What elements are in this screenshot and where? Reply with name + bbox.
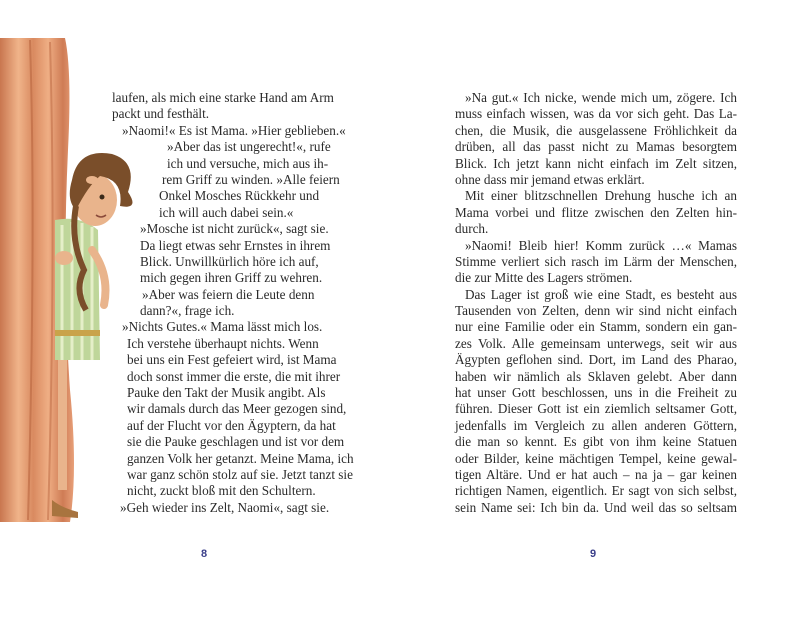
text-line: Mama vorbei und flitze zwischen den Zelten hin-: [455, 204, 737, 220]
text-line: auf der Flucht vor den Ägyptern, da hat: [127, 417, 336, 433]
text-line: »Naomi! Bleib hier! Komm zurück …« Mamas: [465, 237, 737, 253]
text-line: Das Lager ist groß wie eine Stadt, es besteht aus: [465, 286, 737, 302]
text-line: Ich verstehe überhaupt nichts. Wenn: [127, 335, 319, 351]
text-line: bei uns ein Fest gefeiert wird, ist Mama: [127, 352, 337, 368]
text-line: »Mosche ist nicht zurück«, sagt sie.: [140, 221, 329, 237]
text-line: »Nichts Gutes.« Mama lässt mich los.: [122, 319, 323, 335]
text-line: ich will auch dabei sein.«: [159, 204, 294, 220]
text-line: Blick. Unwillkürlich höre ich auf,: [140, 253, 319, 269]
text-line: Stimme verliert sich rasch im Lärm der Menschen,: [455, 253, 737, 269]
text-line: ganzen Volk her getanzt. Meine Mama, ich: [127, 450, 354, 466]
text-line: haben wir nämlich als Sklaven gelebt. Aber dann: [455, 368, 737, 384]
hand: [55, 251, 73, 265]
text-line: Pauke den Takt der Musik angibt. Als: [127, 385, 326, 401]
text-line: oder Bilder, keine mächtigen Tempel, keine gewal-: [455, 450, 737, 466]
left-page-text: [112, 90, 352, 516]
text-line: doch sonst immer die erste, die mit ihrer: [127, 368, 341, 384]
text-line: sein Name sei: Ich bin da. Und weil das so seltsam: [455, 499, 737, 515]
page-number: 9: [590, 548, 597, 560]
text-line: die zur Mitte des Lagers strömen.: [455, 270, 633, 286]
text-line: chen, die Musik, die ausgelassene Fröhlichkeit da: [455, 122, 737, 138]
text-line: führen. Dieser Gott ist ein ziemlich seltsamer Gott,: [455, 401, 737, 417]
text-line: sie die Pauke geschlagen und ist vor dem: [127, 434, 345, 450]
text-line: richtigen Namen, eigentlich. Er sagt von sich selbst,: [455, 483, 737, 499]
text-line: »Geh wieder ins Zelt, Naomi«, sagt sie.: [120, 499, 330, 515]
text-line: dann?«, frage ich.: [140, 303, 235, 319]
text-line: jedenfalls im Vergleich zu allen anderen Göttern,: [455, 417, 737, 433]
text-line: Ägypten geflohen sind. Dort, im Land des Pharao,: [455, 352, 737, 368]
text-line: hat unser Gott beschlossen, uns in die Freiheit zu: [455, 385, 737, 401]
text-line: wir damals durch das Meer gezogen sind,: [127, 401, 347, 417]
text-line: war ganz schön stolz auf sie. Jetzt tanzt sie: [127, 466, 353, 482]
text-line: nicht, zuckt bloß mit den Schultern.: [127, 483, 316, 499]
text-line: nur eine Familie oder ein Stamm, sondern ein gan-: [455, 319, 737, 335]
text-line: Da liegt etwas sehr Ernstes in ihrem: [140, 237, 331, 253]
text-line: drüben, all das passt nicht zu Mamas besorgtem: [455, 139, 737, 155]
text-line: Blick. Ich jetzt kann nicht einfach im Zelt sitzen,: [455, 155, 737, 171]
text-line: Mit einer blitzschnellen Drehung husche ich an: [465, 188, 737, 204]
text-line: ohne dass mir jemand etwas erklärt.: [455, 171, 645, 187]
text-line: die man so kennt. Es gibt von ihm keine Statuen: [455, 434, 737, 450]
text-line: »Naomi!« Es ist Mama. »Hier geblieben.«: [122, 122, 346, 138]
belt: [55, 330, 100, 336]
text-line: durch.: [455, 221, 489, 237]
text-line: zes Volk. Alle gemeinsam unterwegs, seit wir aus: [455, 335, 737, 351]
text-line: rem Griff zu winden. »Alle feiern: [162, 171, 340, 187]
text-line: »Na gut.« Ich nicke, wende mich um, zögere. Ich: [465, 90, 737, 105]
text-line: packt und festhält.: [112, 106, 210, 122]
right-page-text: [455, 90, 737, 516]
text-line: tigen Altäre. Und er hat auch – na ja – gar keinen: [455, 466, 737, 482]
text-line: mich gegen ihren Griff zu wehren.: [140, 270, 323, 286]
text-line: Onkel Mosches Rückkehr und: [159, 188, 320, 204]
right-page: [400, 0, 800, 640]
text-line: muss einfach wissen, was da vor sich geht. Das La-: [455, 106, 737, 122]
text-line: laufen, als mich eine starke Hand am Arm: [112, 90, 334, 105]
text-line: »Aber das ist ungerecht!«, rufe: [167, 139, 331, 155]
text-line: Tausenden von Zelten, denn wir sind nicht einfach: [455, 303, 737, 319]
page-number: 8: [201, 548, 208, 560]
text-line: »Aber was feiern die Leute denn: [142, 286, 315, 302]
text-line: ich und versuche, mich aus ih-: [167, 155, 329, 171]
